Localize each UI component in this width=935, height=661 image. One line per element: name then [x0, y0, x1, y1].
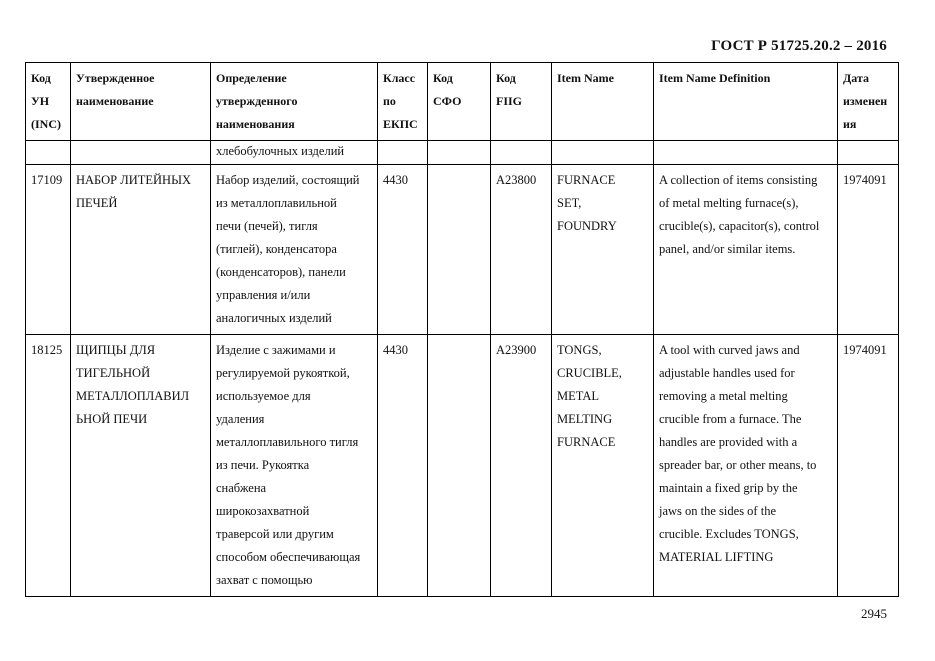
cell-class-ekps [378, 141, 428, 165]
header-line: Класс [383, 71, 416, 85]
header-line: Утвержденное [76, 71, 155, 85]
cell-date-changed: 1974091 [838, 335, 899, 597]
cell-line: MATERIAL LIFTING [659, 550, 774, 564]
header-line: Item Name Definition [659, 71, 771, 85]
header-code-fiig [491, 63, 552, 141]
cell-line: maintain a fixed grip by the [659, 481, 798, 495]
cell-line: снабжена [216, 481, 267, 495]
cell-line: adjustable handles used for [659, 366, 795, 380]
document-header-title: ГОСТ Р 51725.20.2 – 2016 [711, 38, 887, 54]
cell-line: MELTING [557, 412, 613, 426]
cell-line: of metal melting furnace(s), [659, 196, 799, 210]
cell-definition-ru [211, 335, 378, 597]
table-row [26, 165, 899, 335]
header-date-changed [838, 63, 899, 141]
cell-date-changed [838, 141, 899, 165]
cell-name-ru [71, 335, 211, 597]
continuation-row [26, 141, 899, 165]
cell-line: из печи. Рукоятка [216, 458, 310, 472]
cell-date-changed: 1974091 [838, 165, 899, 335]
cell-definition-ru [211, 165, 378, 335]
header-class-ekps [378, 63, 428, 141]
cell-code-fiig: A23900 [491, 335, 552, 597]
cell-line: ПЕЧЕЙ [76, 196, 118, 210]
cell-code-inc: 17109 [26, 165, 71, 335]
header-code-inc [26, 63, 71, 141]
header-line: Дата [843, 71, 869, 85]
cell-code-sfo [428, 141, 491, 165]
cell-line: металлоплавильного тигля [216, 435, 359, 449]
cell-class-ekps: 4430 [378, 335, 428, 597]
definition-line: хлебобулочных изделий [216, 144, 345, 158]
classification-table [25, 62, 899, 597]
cell-line: (конденсаторов), панели [216, 265, 346, 279]
cell-line: МЕТАЛЛОПЛАВИЛ [76, 389, 190, 403]
header-item-definition [654, 63, 838, 141]
cell-line: Набор изделий, состоящий [216, 173, 360, 187]
cell-item-name [552, 165, 654, 335]
table-row [26, 335, 899, 597]
cell-code-sfo [428, 335, 491, 597]
cell-item-definition [654, 335, 838, 597]
header-line: УН [31, 94, 50, 108]
cell-line: ЩИПЦЫ ДЛЯ [76, 343, 156, 357]
cell-line: захват с помощью [216, 573, 313, 587]
cell-line: crucible from a furnace. The [659, 412, 802, 426]
cell-line: из металлоплавильной [216, 196, 337, 210]
cell-code-inc: 18125 [26, 335, 71, 597]
cell-item-name [552, 141, 654, 165]
cell-line: используемое для [216, 389, 311, 403]
header-code-sfo [428, 63, 491, 141]
cell-line: A tool with curved jaws and [659, 343, 800, 357]
header-line: изменен [843, 94, 888, 108]
header-line: СФО [433, 94, 462, 108]
cell-line: траверсой или другим [216, 527, 334, 541]
cell-code-fiig [491, 141, 552, 165]
cell-line: A collection of items consisting [659, 173, 818, 187]
cell-line: crucible. Excludes TONGS, [659, 527, 799, 541]
cell-line: ТИГЕЛЬНОЙ [76, 366, 151, 380]
page-number: 2945 [861, 606, 887, 621]
header-line: Определение [216, 71, 287, 85]
cell-line: удаления [216, 412, 265, 426]
header-line: по [383, 94, 396, 108]
cell-name-ru [71, 165, 211, 335]
cell-definition-ru [211, 141, 378, 165]
cell-line: печи (печей), тигля [216, 219, 318, 233]
cell-line: FURNACE [557, 173, 616, 187]
cell-line: Изделие с зажимами и [216, 343, 336, 357]
cell-line: panel, and/or similar items. [659, 242, 796, 256]
header-line: утвержденного [216, 94, 298, 108]
header-line: наименования [216, 117, 295, 131]
cell-name-ru [71, 141, 211, 165]
cell-line: CRUCIBLE, [557, 366, 622, 380]
header-line: (INC) [31, 117, 61, 131]
cell-line: TONGS, [557, 343, 602, 357]
header-line: Item Name [557, 71, 614, 85]
cell-line: FOUNDRY [557, 219, 617, 233]
header-line: ЕКПС [383, 117, 418, 131]
cell-line: регулируемой рукояткой, [216, 366, 350, 380]
header-line: ия [843, 117, 857, 131]
cell-line: jaws on the sides of the [659, 504, 776, 518]
cell-code-inc [26, 141, 71, 165]
cell-line: handles are provided with a [659, 435, 798, 449]
cell-line: removing a metal melting [659, 389, 788, 403]
cell-line: METAL [557, 389, 600, 403]
cell-line: способом обеспечивающая [216, 550, 361, 564]
header-line: Код [433, 71, 453, 85]
header-item-name [552, 63, 654, 141]
cell-code-fiig: A23800 [491, 165, 552, 335]
cell-line: широкозахватной [216, 504, 310, 518]
cell-item-definition [654, 165, 838, 335]
cell-line: crucible(s), capacitor(s), control [659, 219, 820, 233]
header-line: Код [31, 71, 51, 85]
cell-line: SET, [557, 196, 582, 210]
header-definition-ru [211, 63, 378, 141]
cell-line: FURNACE [557, 435, 616, 449]
cell-line: ЬНОЙ ПЕЧИ [76, 412, 148, 426]
header-name-ru [71, 63, 211, 141]
header-line: FIIG [496, 94, 523, 108]
cell-code-sfo [428, 165, 491, 335]
header-line: наименование [76, 94, 154, 108]
cell-line: аналогичных изделий [216, 311, 332, 325]
table-header-row [26, 63, 899, 141]
cell-line: (тиглей), конденсатора [216, 242, 337, 256]
cell-line: НАБОР ЛИТЕЙНЫХ [76, 173, 192, 187]
header-line: Код [496, 71, 516, 85]
cell-item-name [552, 335, 654, 597]
cell-line: управления и/или [216, 288, 311, 302]
cell-line: spreader bar, or other means, to [659, 458, 817, 472]
cell-item-definition [654, 141, 838, 165]
cell-class-ekps: 4430 [378, 165, 428, 335]
